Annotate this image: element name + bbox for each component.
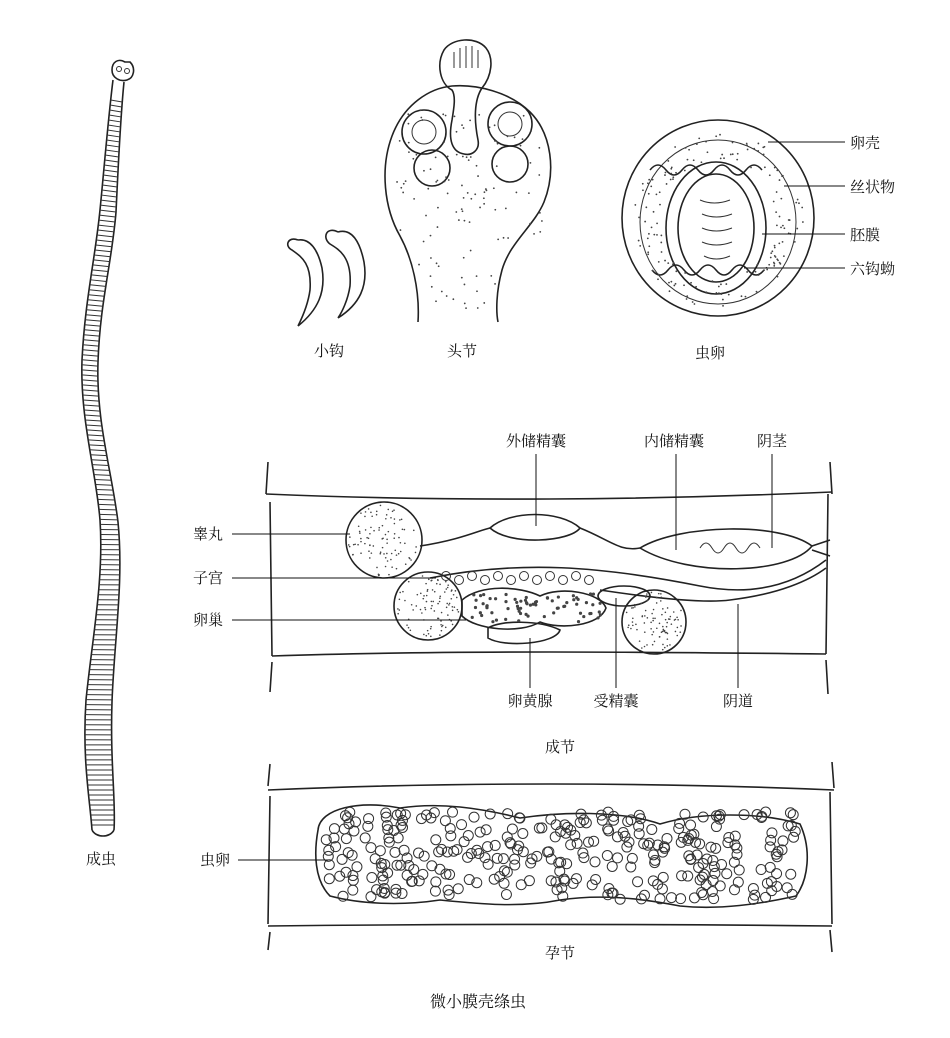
scolex-drawing	[385, 40, 551, 322]
label-egg-shell: 卵壳	[850, 134, 881, 152]
caption-gravid-proglottid: 孕节	[544, 944, 576, 962]
gravid-proglottid-drawing	[268, 762, 834, 952]
label-uterus: 子宫	[193, 569, 224, 587]
label-vagina: 阴道	[722, 692, 754, 710]
caption-mature-proglottid: 成节	[544, 738, 576, 756]
caption-adult: 成虫	[85, 850, 117, 868]
label-egg-filaments: 丝状物	[850, 178, 896, 196]
figure-title: 微小膜壳绦虫	[429, 992, 527, 1011]
label-seminal-receptacle: 受精囊	[593, 692, 639, 710]
label-egg-embryophore: 胚膜	[850, 226, 881, 244]
leader-lines	[232, 142, 845, 860]
egg-drawing	[622, 120, 814, 316]
caption-egg: 虫卵	[694, 344, 726, 362]
label-external-seminal-vesicle: 外储精囊	[505, 432, 567, 450]
label-egg-oncosphere: 六钩蚴	[850, 260, 896, 278]
adult-worm-drawing	[82, 60, 134, 836]
label-cirrus: 阴茎	[756, 432, 788, 450]
hooklets-drawing	[288, 230, 365, 326]
label-gravid-eggs: 虫卵	[200, 851, 231, 869]
caption-scolex: 头节	[446, 342, 478, 360]
caption-hooklets: 小钩	[313, 342, 345, 360]
label-ovary: 卵巢	[193, 611, 224, 629]
label-internal-seminal-vesicle: 内储精囊	[643, 432, 705, 450]
label-vitelline-gland: 卵黄腺	[507, 692, 553, 710]
label-testis: 睾丸	[193, 525, 224, 543]
